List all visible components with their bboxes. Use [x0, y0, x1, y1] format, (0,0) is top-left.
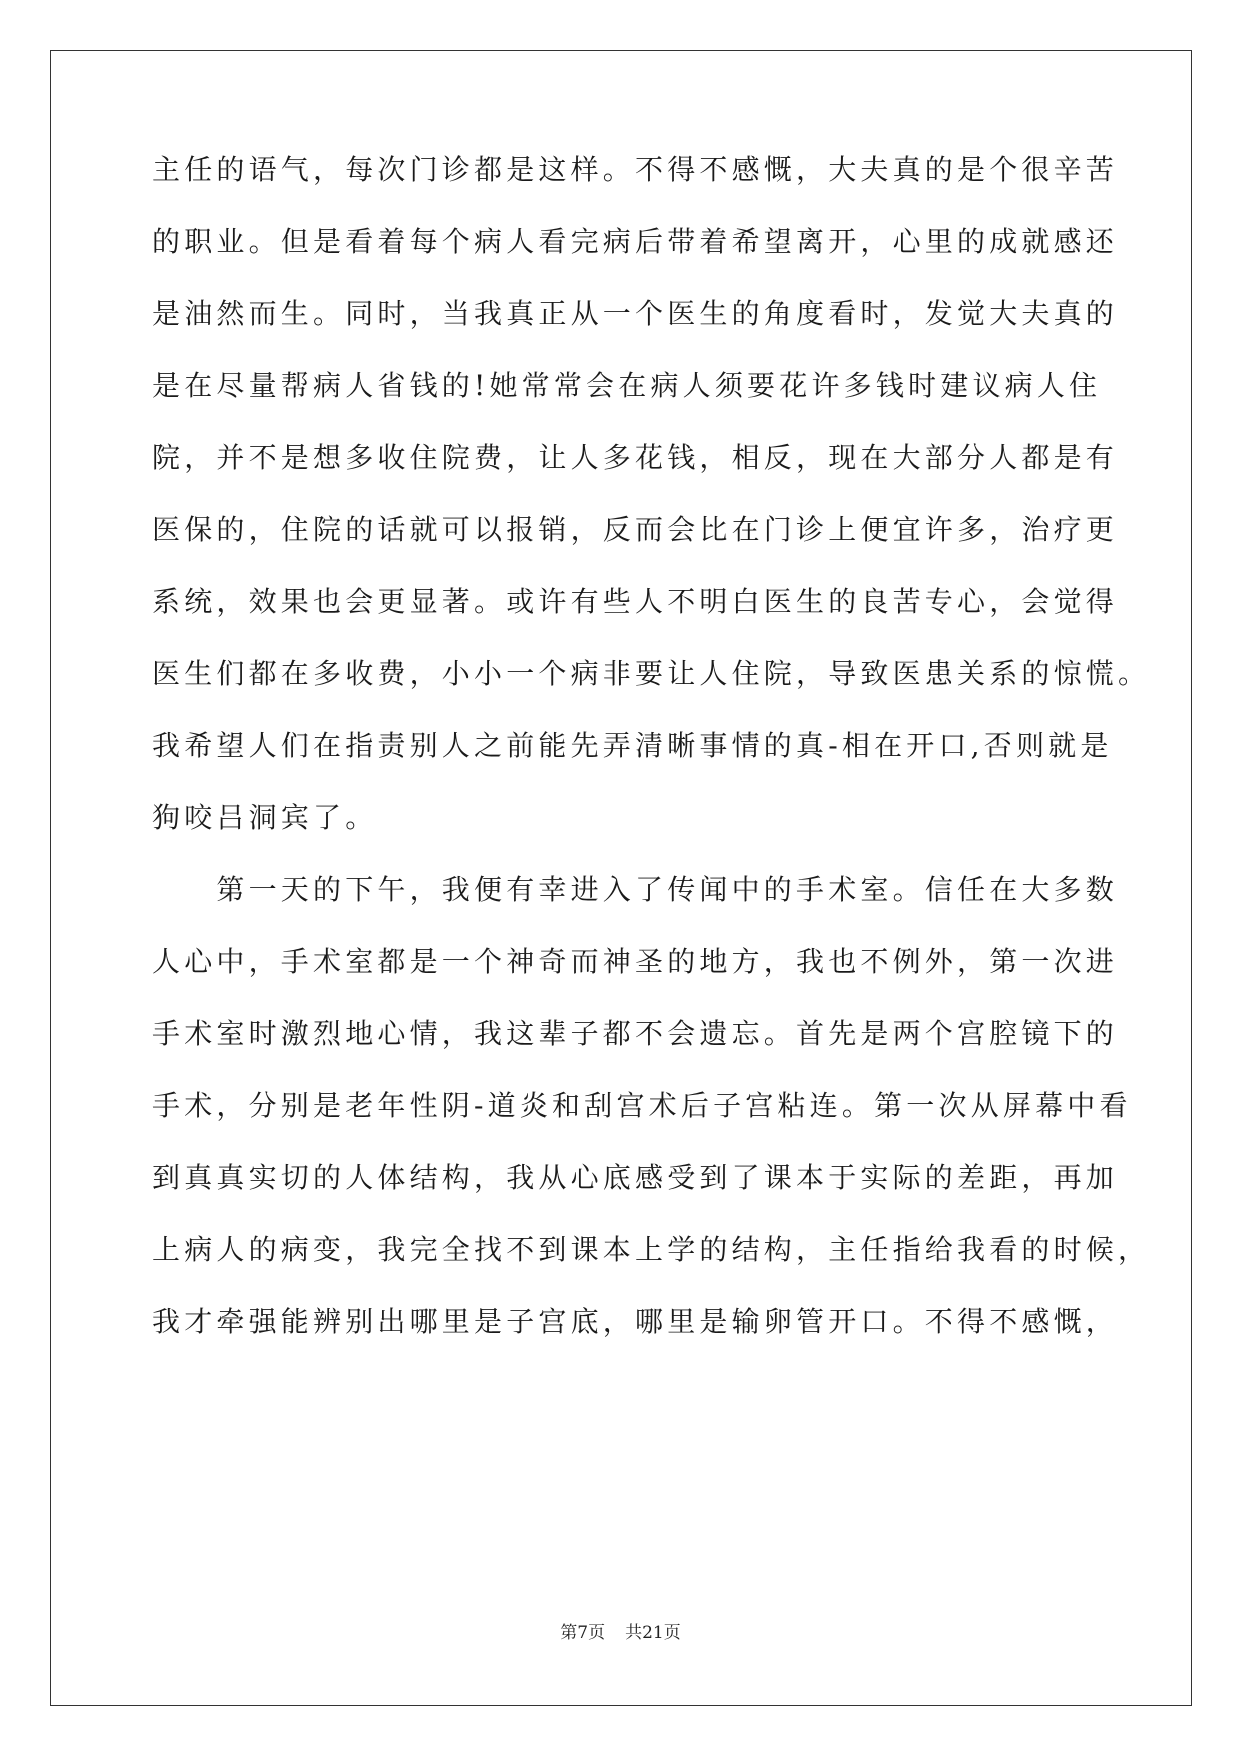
text-line: 狗咬吕洞宾了。: [152, 801, 378, 834]
text-line: 我才牵强能辨别出哪里是子宫底，哪里是输卵管开口。不得不感慨，: [152, 1305, 1119, 1338]
page-number: 第7页: [560, 1623, 606, 1643]
text-line: 我希望人们在指责别人之前能先弄清晰事情的真-相在开口,否则就是: [152, 729, 1113, 762]
text-line: 手术室时激烈地心情，我这辈子都不会遗忘。首先是两个宫腔镜下的: [152, 1017, 1119, 1050]
page-total: 共21页: [625, 1623, 681, 1643]
page-footer: [0, 1623, 1241, 1643]
text-line: 第一天的下午，我便有幸进入了传闻中的手术室。信任在大多数: [152, 873, 1119, 906]
text-line: 院，并不是想多收住院费，让人多花钱，相反，现在大部分人都是有: [152, 441, 1119, 474]
text-line: 是油然而生。同时，当我真正从一个医生的角度看时，发觉大夫真的: [152, 297, 1119, 330]
text-line: 系统，效果也会更显著。或许有些人不明白医生的良苦专心，会觉得: [152, 585, 1119, 618]
text-line: 医生们都在多收费，小小一个病非要让人住院，导致医患关系的惊慌。: [152, 657, 1151, 690]
text-line: 人心中，手术室都是一个神奇而神圣的地方，我也不例外，第一次进: [152, 945, 1119, 978]
text-line: 手术，分别是老年性阴-道炎和刮宫术后子宫粘连。第一次从屏幕中看: [152, 1089, 1132, 1122]
text-line: 主任的语气，每次门诊都是这样。不得不感慨，大夫真的是个很辛苦: [152, 153, 1119, 186]
text-line: 的职业。但是看着每个病人看完病后带着希望离开，心里的成就感还: [152, 225, 1119, 258]
text-line: 是在尽量帮病人省钱的!她常常会在病人须要花许多钱时建议病人住: [152, 369, 1102, 402]
text-line: 医保的，住院的话就可以报销，反而会比在门诊上便宜许多，治疗更: [152, 513, 1119, 546]
text-line: 上病人的病变，我完全找不到课本上学的结构，主任指给我看的时候，: [152, 1233, 1151, 1266]
text-line: 到真真实切的人体结构，我从心底感受到了课本于实际的差距，再加: [152, 1161, 1119, 1194]
